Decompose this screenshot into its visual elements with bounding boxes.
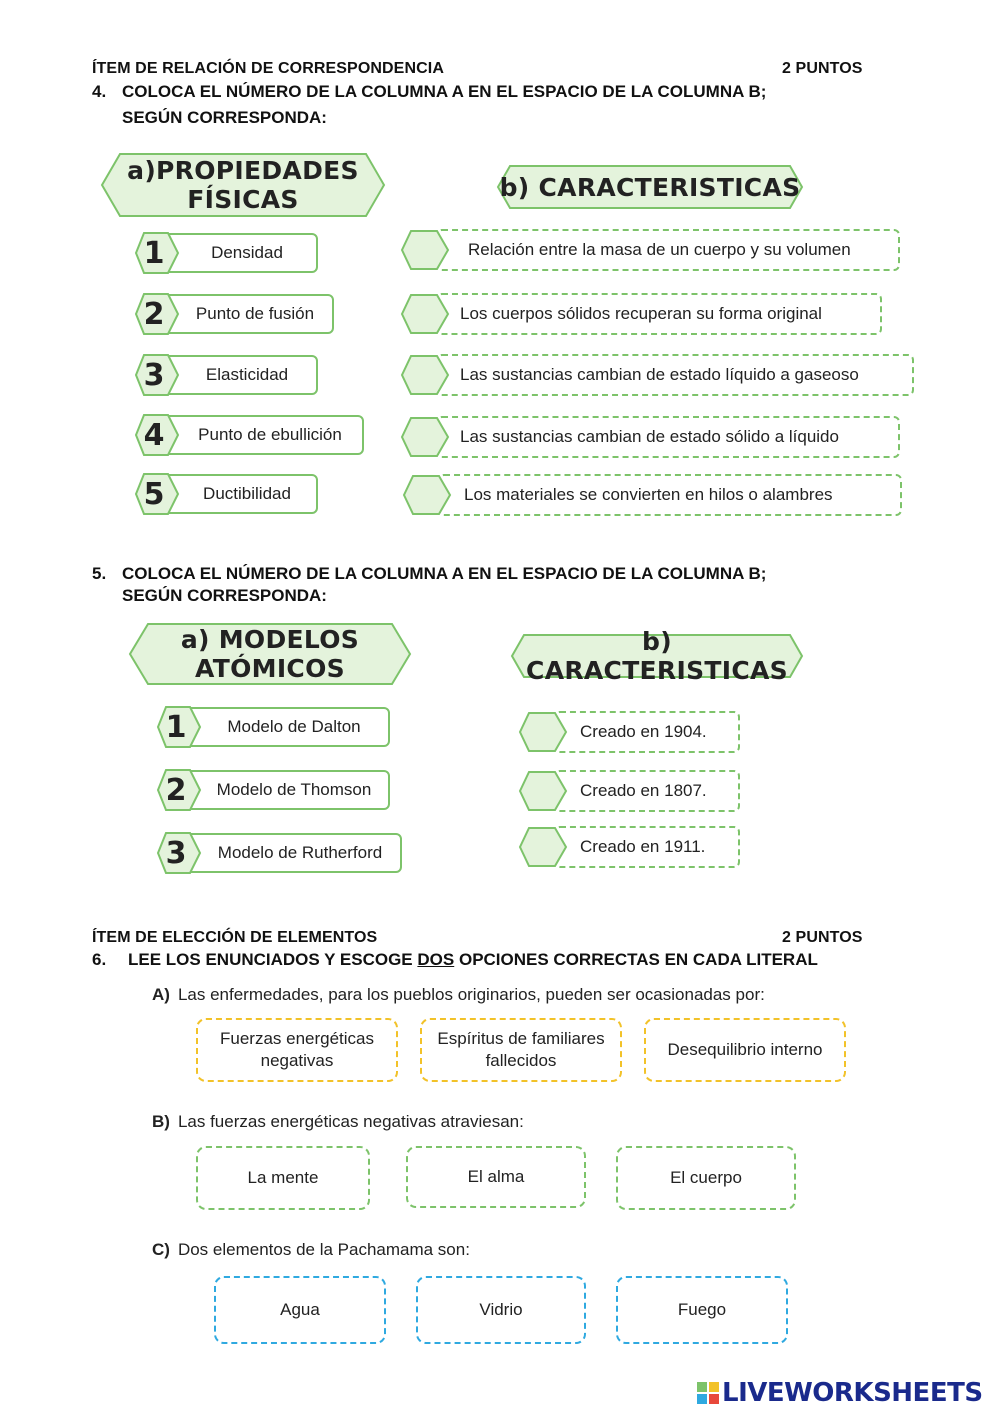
question-text: LEE LOS ENUNCIADOS Y ESCOGE DOS OPCIONES CORRECTAS EN CADA LITERAL (128, 950, 818, 969)
option-a-2[interactable]: Espíritus de familiares fallecidos (420, 1018, 622, 1082)
number-hexagon: 2 (156, 768, 202, 812)
option-a-3[interactable]: Desequilibrio interno (644, 1018, 846, 1082)
question-number: 5. (92, 564, 107, 583)
liveworksheets-logo (696, 1377, 983, 1409)
option-b-2[interactable]: El alma (406, 1146, 586, 1208)
literal-a-statement: A) Las enfermedades, para los pueblos originarios, pueden ser ocasionadas por: (152, 985, 765, 1004)
question-number: 6. (92, 950, 107, 969)
column-a-item: 3 Elasticidad (134, 355, 318, 395)
item-section-points: 2 PUNTOS (782, 60, 863, 77)
column-b-banner (496, 164, 804, 210)
column-b-item: Las sustancias cambian de estado líquido a gaseoso (400, 354, 914, 396)
column-a-item: 3 Modelo de Rutherford (156, 833, 402, 873)
answer-input-hexagon[interactable] (402, 474, 452, 516)
liveworksheets-logo-icon (696, 1381, 720, 1405)
question-text: SEGÚN CORRESPONDA: (122, 586, 327, 605)
number-hexagon: 3 (134, 353, 180, 397)
column-a-banner (128, 622, 412, 686)
column-b-item: Creado en 1904. (518, 711, 740, 753)
column-a-item: 5 Ductibilidad (134, 474, 318, 514)
number-hexagon: 3 (156, 831, 202, 875)
literal-c-statement: C) Dos elementos de la Pachamama son: (152, 1240, 470, 1259)
column-b-item: Creado en 1911. (518, 826, 740, 868)
logo-text: LIVEWORKSHEETS (722, 1378, 983, 1408)
answer-input-hexagon[interactable] (400, 416, 450, 458)
answer-input-hexagon[interactable] (400, 293, 450, 335)
column-b-title: b) CARACTERISTICAS (526, 627, 788, 685)
column-a-title: a) MODELOS ATÓMICOS (180, 625, 360, 683)
question-text: COLOCA EL NÚMERO DE LA COLUMNA A EN EL ESPACIO DE LA COLUMNA B; (122, 564, 767, 583)
answer-input-hexagon[interactable] (518, 770, 568, 812)
number-hexagon: 2 (134, 292, 180, 336)
number-hexagon: 5 (134, 472, 180, 516)
option-b-3[interactable]: El cuerpo (616, 1146, 796, 1210)
literal-b-statement: B) Las fuerzas energéticas negativas atraviesan: (152, 1112, 524, 1131)
question-text: SEGÚN CORRESPONDA: (122, 108, 327, 127)
column-b-item: Creado en 1807. (518, 770, 740, 812)
answer-input-hexagon[interactable] (400, 229, 450, 271)
item-section-title: ÍTEM DE RELACIÓN DE CORRESPONDENCIA (92, 60, 444, 77)
item-section-title: ÍTEM DE ELECCIÓN DE ELEMENTOS (92, 929, 378, 946)
answer-input-hexagon[interactable] (518, 711, 568, 753)
option-c-3[interactable]: Fuego (616, 1276, 788, 1344)
underlined-word: DOS (417, 950, 455, 969)
question-text: COLOCA EL NÚMERO DE LA COLUMNA A EN EL ESPACIO DE LA COLUMNA B; (122, 82, 767, 101)
option-a-1[interactable]: Fuerzas energéticas negativas (196, 1018, 398, 1082)
option-b-1[interactable]: La mente (196, 1146, 370, 1210)
column-a-item: 1 Densidad (134, 233, 318, 273)
column-a-item: 2 Punto de fusión (134, 294, 334, 334)
column-b-item: Los materiales se convierten en hilos o alambres (402, 474, 902, 516)
answer-input-hexagon[interactable] (400, 354, 450, 396)
column-b-item: Relación entre la masa de un cuerpo y su volumen (400, 229, 900, 271)
column-a-item: 1 Modelo de Dalton (156, 707, 390, 747)
column-b-item: Las sustancias cambian de estado sólido a líquido (400, 416, 900, 458)
answer-input-hexagon[interactable] (518, 826, 568, 868)
column-a-item: 4 Punto de ebullición (134, 415, 364, 455)
number-hexagon: 1 (156, 705, 202, 749)
column-b-banner (510, 627, 804, 685)
column-a-banner (100, 152, 386, 218)
option-c-1[interactable]: Agua (214, 1276, 386, 1344)
column-a-title: a)PROPIEDADES FÍSICAS (127, 156, 359, 214)
number-hexagon: 4 (134, 413, 180, 457)
column-a-item: 2 Modelo de Thomson (156, 770, 390, 810)
column-b-title: b) CARACTERISTICAS (499, 172, 801, 202)
item-section-points: 2 PUNTOS (782, 929, 863, 946)
question-number: 4. (92, 82, 107, 101)
option-c-2[interactable]: Vidrio (416, 1276, 586, 1344)
number-hexagon: 1 (134, 231, 180, 275)
column-b-item: Los cuerpos sólidos recuperan su forma original (400, 293, 882, 335)
